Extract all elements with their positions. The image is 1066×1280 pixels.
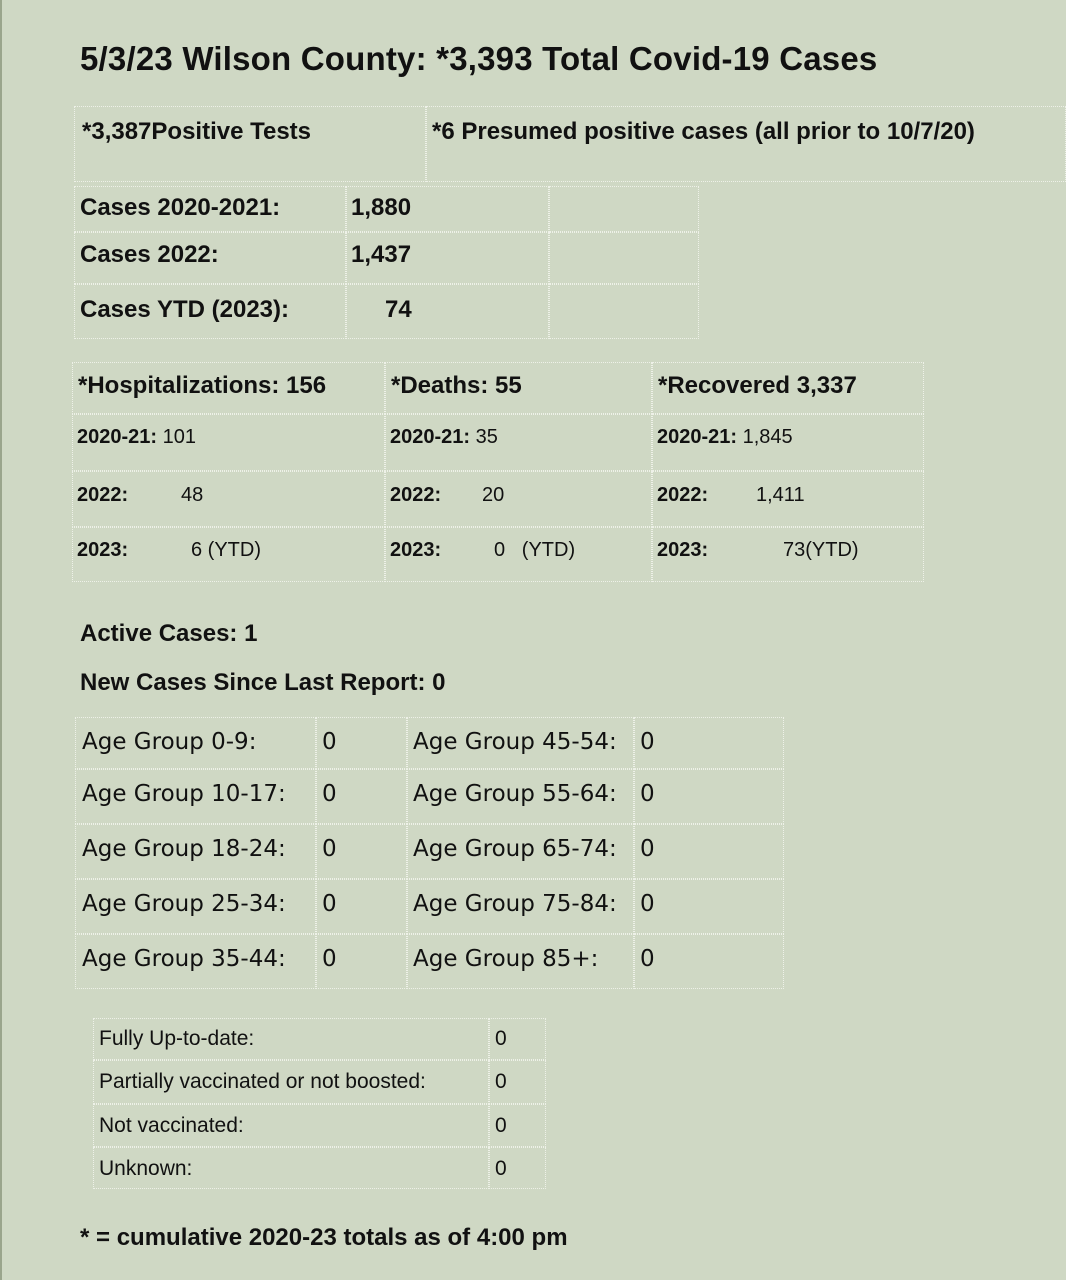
fully-up-to-date-value: 0 bbox=[495, 1027, 507, 1050]
age-group-0-9-value: 0 bbox=[322, 729, 337, 755]
deaths-2022-label: 2022: bbox=[390, 484, 442, 506]
page-left-border bbox=[0, 0, 2, 1280]
new-cases: New Cases Since Last Report: 0 bbox=[80, 669, 446, 696]
recovered-header: *Recovered 3,337 bbox=[658, 372, 857, 399]
age-group-85-plus-label: Age Group 85+: bbox=[413, 946, 599, 972]
table-cell bbox=[634, 824, 784, 879]
deaths-2023-label: 2023: bbox=[390, 539, 442, 561]
active-cases: Active Cases: 1 bbox=[80, 620, 258, 647]
footnote: * = cumulative 2020-23 totals as of 4:00 pm bbox=[80, 1224, 568, 1251]
table-cell bbox=[549, 284, 699, 339]
table-cell bbox=[634, 879, 784, 934]
cases-2022-label: Cases 2022: bbox=[80, 241, 219, 268]
cases-2020-2021-value: 1,880 bbox=[351, 194, 412, 221]
age-group-55-64-label: Age Group 55-64: bbox=[413, 781, 617, 807]
positive-tests: *3,387Positive Tests bbox=[82, 118, 312, 145]
hosp-2022-label: 2022: bbox=[77, 484, 129, 506]
deaths-2022-value: 20 bbox=[482, 484, 505, 506]
deaths-2021-value: 35 bbox=[475, 426, 498, 448]
not-vaccinated-label: Not vaccinated: bbox=[99, 1114, 244, 1137]
age-group-25-34-label: Age Group 25-34: bbox=[82, 891, 286, 917]
recovered-2023-value: 73(YTD) bbox=[783, 539, 859, 561]
recovered-2022-label: 2022: bbox=[657, 484, 709, 506]
hosp-2021-value: 101 bbox=[162, 426, 196, 448]
cases-2020-2021-label: Cases 2020-2021: bbox=[80, 194, 281, 221]
table-cell bbox=[634, 769, 784, 824]
age-group-35-44-value: 0 bbox=[322, 946, 337, 972]
presumed-positive: *6 Presumed positive cases (all prior to 10/7/20) bbox=[432, 118, 975, 145]
table-cell bbox=[346, 284, 549, 339]
hosp-2023-value: 6 (YTD) bbox=[191, 539, 261, 561]
age-group-65-74-value: 0 bbox=[640, 836, 655, 862]
age-group-75-84-label: Age Group 75-84: bbox=[413, 891, 617, 917]
page-title: 5/3/23 Wilson County: *3,393 Total Covid-19 Cases bbox=[80, 40, 878, 77]
hosp-2022-value: 48 bbox=[181, 484, 204, 506]
recovered-2022-value: 1,411 bbox=[756, 484, 805, 506]
fully-up-to-date-label: Fully Up-to-date: bbox=[99, 1027, 255, 1050]
age-group-85-plus-value: 0 bbox=[640, 946, 655, 972]
age-group-55-64-value: 0 bbox=[640, 781, 655, 807]
age-group-25-34-value: 0 bbox=[322, 891, 337, 917]
age-group-18-24-value: 0 bbox=[322, 836, 337, 862]
age-group-10-17-value: 0 bbox=[322, 781, 337, 807]
unknown-label: Unknown: bbox=[99, 1157, 193, 1180]
unknown-value: 0 bbox=[495, 1157, 507, 1180]
table-cell bbox=[549, 186, 699, 232]
age-group-65-74-label: Age Group 65-74: bbox=[413, 836, 617, 862]
recovered-2023-label: 2023: bbox=[657, 539, 709, 561]
table-cell bbox=[549, 232, 699, 284]
age-group-35-44-label: Age Group 35-44: bbox=[82, 946, 286, 972]
not-vaccinated-value: 0 bbox=[495, 1114, 507, 1137]
cases-2022-value: 1,437 bbox=[351, 241, 412, 268]
recovered-2021-value: 1,845 bbox=[742, 426, 793, 448]
age-group-10-17-label: Age Group 10-17: bbox=[82, 781, 286, 807]
table-cell bbox=[634, 934, 784, 989]
hosp-2023-label: 2023: bbox=[77, 539, 129, 561]
deaths-2023-value: 0 (YTD) bbox=[494, 539, 576, 561]
deaths-header: *Deaths: 55 bbox=[391, 372, 522, 399]
partially-vaccinated-value: 0 bbox=[495, 1070, 507, 1093]
hospitalizations-header: *Hospitalizations: 156 bbox=[78, 372, 327, 399]
table-cell bbox=[634, 717, 784, 769]
age-group-18-24-label: Age Group 18-24: bbox=[82, 836, 286, 862]
age-group-45-54-value: 0 bbox=[640, 729, 655, 755]
partially-vaccinated-label: Partially vaccinated or not boosted: bbox=[99, 1070, 426, 1093]
hosp-2021-label: 2020-21: bbox=[77, 426, 158, 448]
age-group-0-9-label: Age Group 0-9: bbox=[82, 729, 257, 755]
recovered-2021-label: 2020-21: bbox=[657, 426, 738, 448]
deaths-2021-label: 2020-21: bbox=[390, 426, 471, 448]
age-group-45-54-label: Age Group 45-54: bbox=[413, 729, 617, 755]
cases-ytd-value: 74 bbox=[385, 296, 412, 323]
cases-ytd-label: Cases YTD (2023): bbox=[80, 296, 289, 323]
age-group-75-84-value: 0 bbox=[640, 891, 655, 917]
